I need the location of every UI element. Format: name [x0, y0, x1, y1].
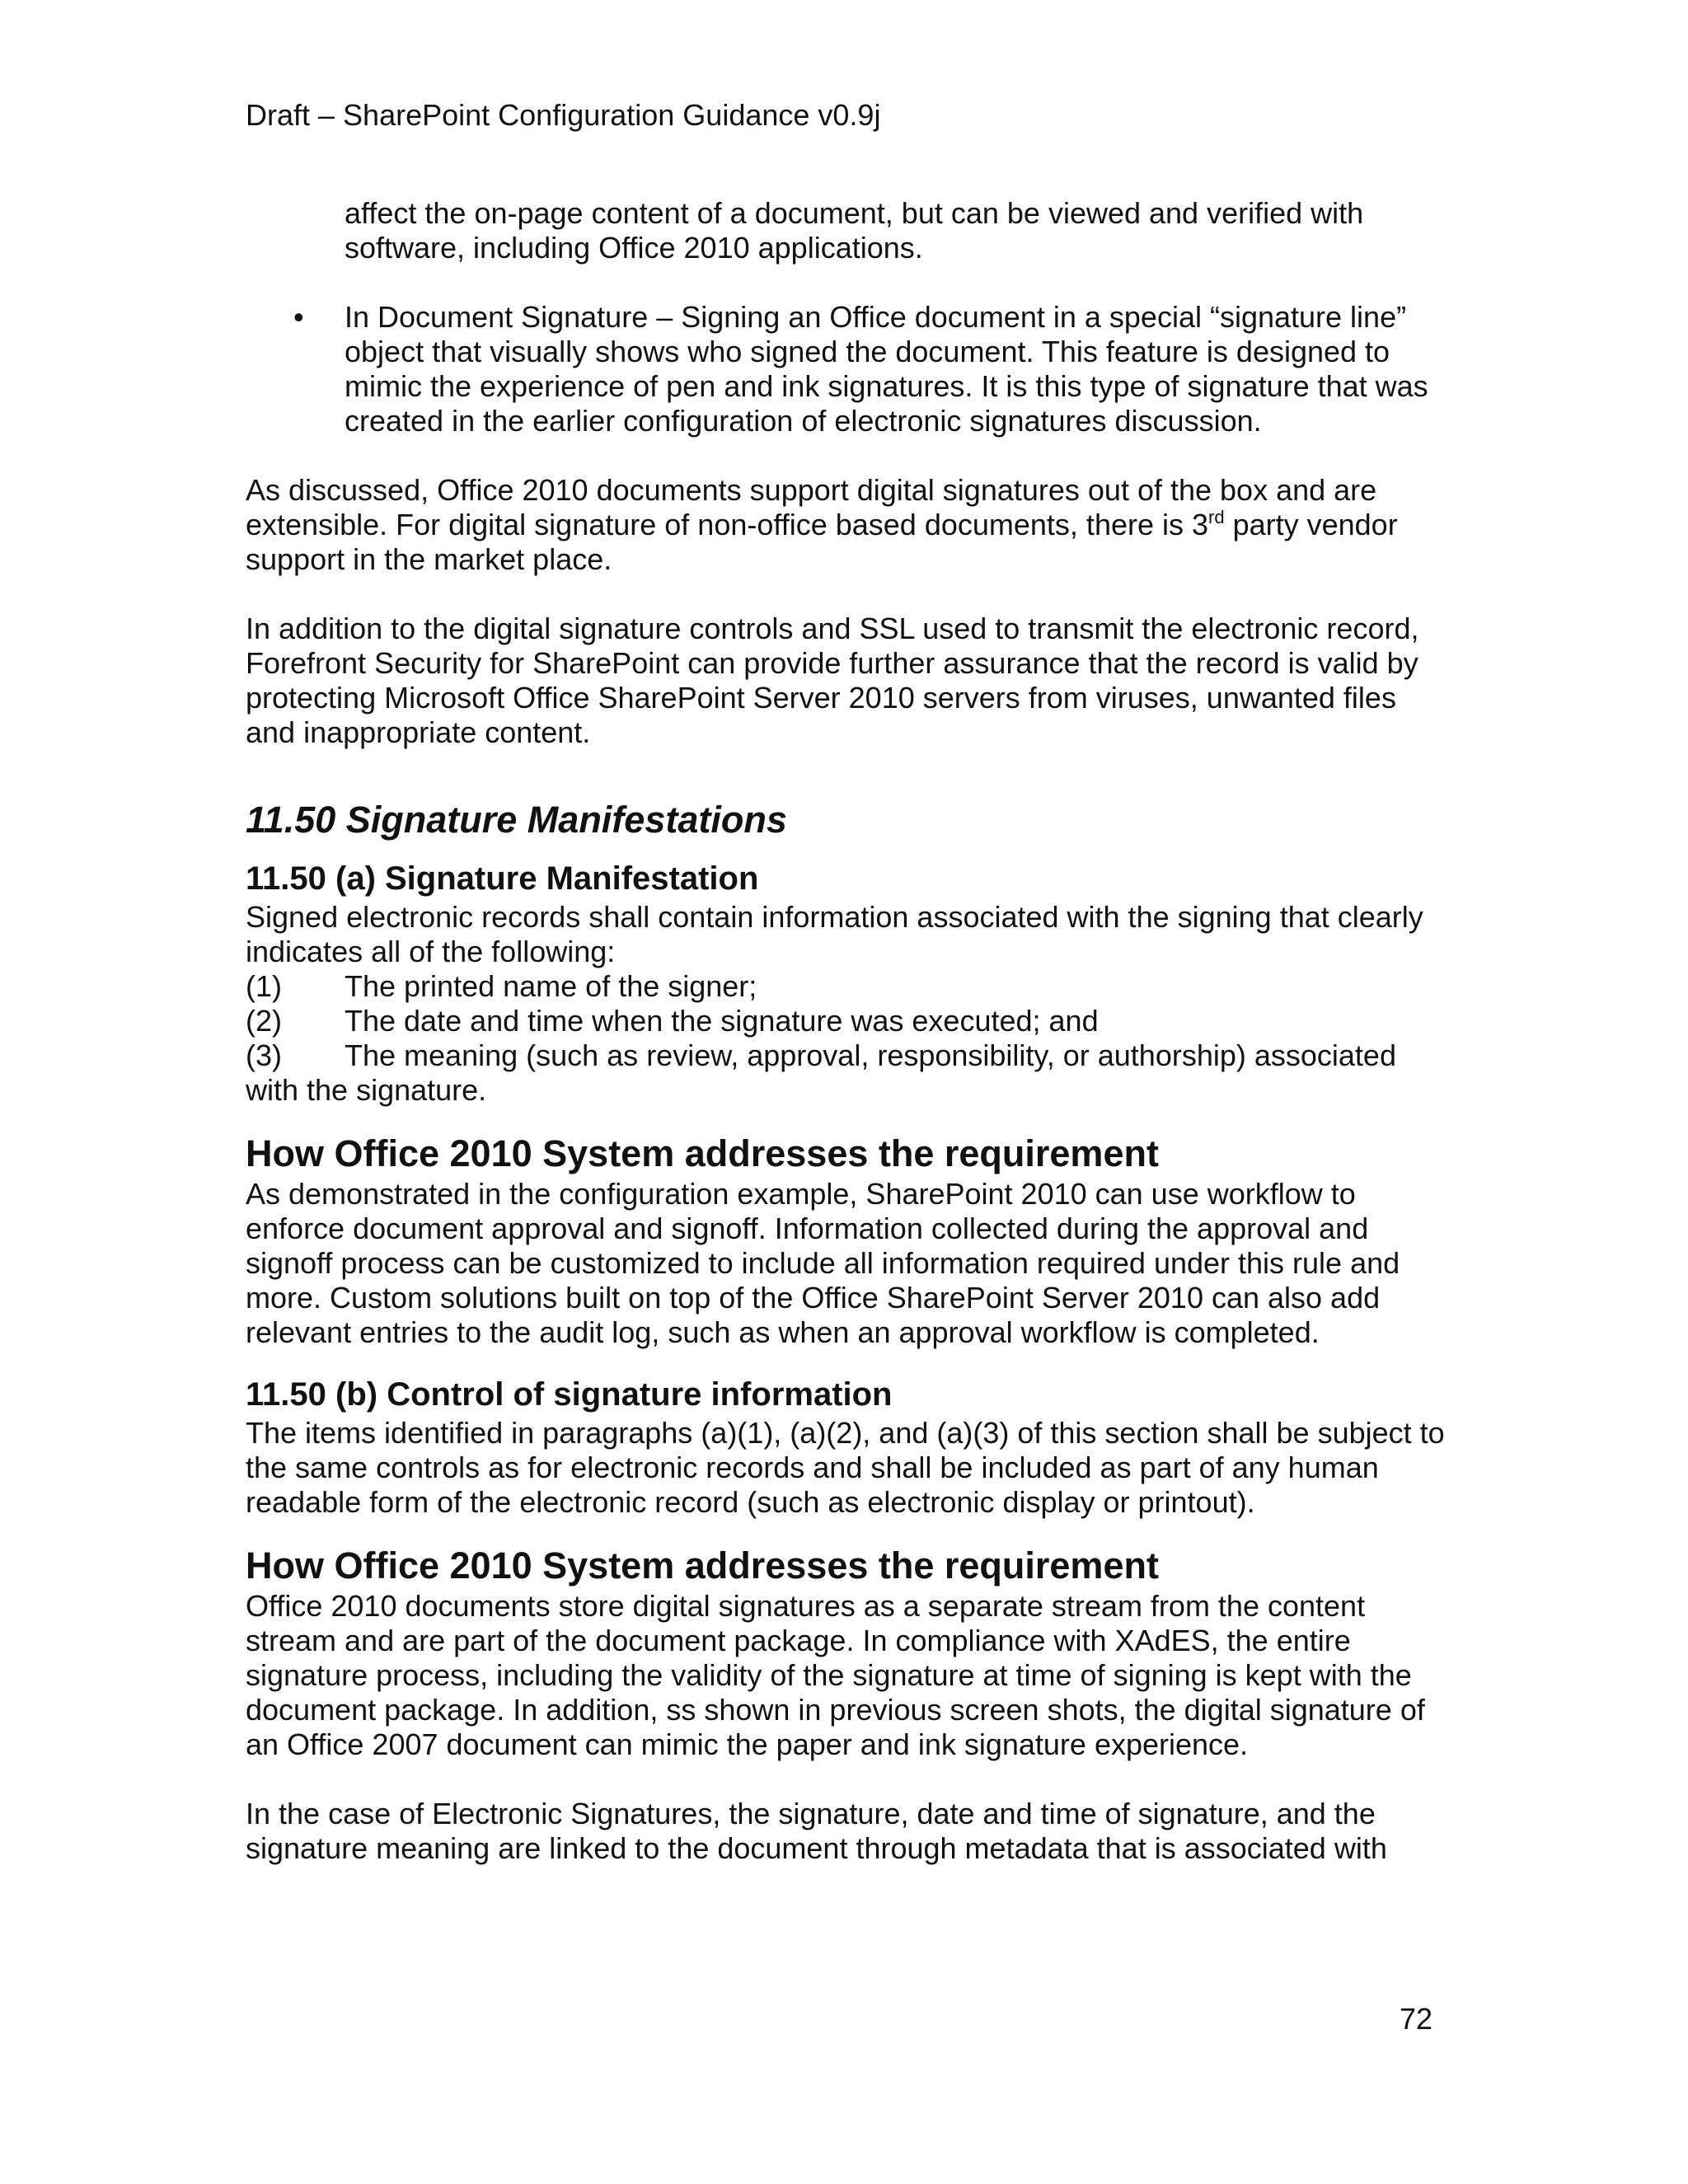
list-number: (1): [246, 969, 282, 1003]
list-number: (2): [246, 1004, 282, 1038]
subsection-a-text: Signed electronic records shall contain information associated with the signing that clearly indicates all of the following:: [246, 900, 1423, 968]
subsection-heading-a: 11.50 (a) Signature Manifestation: [246, 860, 759, 897]
list-text: The date and time when the signature was executed; and: [345, 1004, 1099, 1038]
bullet-text: In Document Signature – Signing an Office document in a special “signature line” object that visually shows who signed the document. This feature is designed to mimic the experience of pen and ink signatures. It is this type of signature that was created in the earlier configuration of electronic signatures discussion.: [345, 300, 1428, 438]
requirement-a-text: As demonstrated in the configuration example, SharePoint 2010 can use workflow to enforce document approval and signoff. Information collected during the approval and signoff process can be customized to include all information required under this rule and more. Custom solutions built on top of the Office SharePoint Server 2010 can also add relevant entries to the audit log, such as when an approval workflow is completed.: [246, 1177, 1400, 1349]
list-item: [246, 1038, 1449, 1073]
continued-bullet-text: affect the on-page content of a document, but can be viewed and verified with software, including Office 2010 applications.: [345, 196, 1364, 265]
page-content: [246, 196, 1449, 1866]
list-number: (3): [246, 1038, 282, 1072]
requirement-heading-b: How Office 2010 System addresses the requirement: [246, 1544, 1159, 1586]
requirement-b-text-1: Office 2010 documents store digital signatures as a separate stream from the content stream and are part of the document package. In compliance with XAdES, the entire signature process, including the validity of the signature at time of signing is kept with the document package. In addition, ss shown in previous screen shots, the digital signature of an Office 2007 document can mimic the paper and ink signature experience.: [246, 1589, 1425, 1761]
list-item: [246, 969, 1449, 1004]
paragraph-office-support-end: party vendor support in the market place.: [246, 508, 1398, 576]
paragraph-office-support-start: As discussed, Office 2010 documents support digital signatures out of the box and are extensible. For digital signature of non-office based documents, there is 3: [246, 473, 1377, 541]
section-heading: 11.50 Signature Manifestations: [246, 799, 787, 841]
bullet-item-in-document-signature: [293, 300, 1449, 438]
paragraph-forefront: In addition to the digital signature controls and SSL used to transmit the electronic record, Forefront Security for SharePoint can provide further assurance that the record is valid by protecting Microsoft Office SharePoint Server 2010 servers from viruses, unwanted files and inappropriate content.: [246, 612, 1419, 749]
list-text: The printed name of the signer;: [345, 969, 757, 1003]
list-text: The meaning (such as review, approval, responsibility, or authorship) associated: [345, 1038, 1396, 1072]
subsection-b-text: The items identified in paragraphs (a)(1), (a)(2), and (a)(3) of this section shall be subject to the same controls as for electronic records and shall be included as part of any human readable form of the electronic record (such as electronic display or printout).: [246, 1416, 1445, 1519]
ordinal-suffix: rd: [1208, 507, 1225, 527]
running-header: Draft – SharePoint Configuration Guidance v0.9j: [246, 98, 881, 132]
paragraph-office-support: [246, 473, 1449, 577]
page-number: 72: [1399, 2002, 1432, 2036]
list-item-continuation: with the signature.: [246, 1073, 487, 1107]
requirement-heading-a: How Office 2010 System addresses the requirement: [246, 1132, 1159, 1174]
requirement-b-text-2: In the case of Electronic Signatures, the signature, date and time of signature, and the signature meaning are linked to the document through metadata that is associated with: [246, 1797, 1387, 1865]
subsection-heading-b: 11.50 (b) Control of signature information: [246, 1376, 893, 1413]
list-item: [246, 1004, 1449, 1038]
bullet-icon: •: [293, 300, 304, 334]
